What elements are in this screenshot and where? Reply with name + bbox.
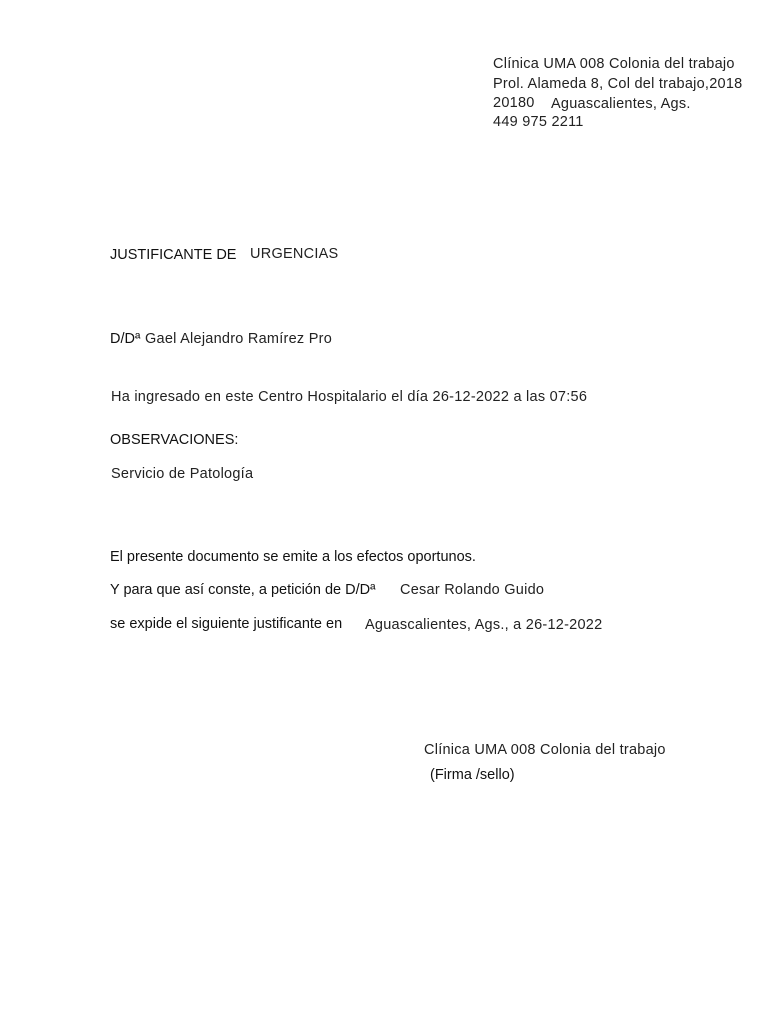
header-phone: 449 975 2211 <box>493 114 584 130</box>
title-label: JUSTIFICANTE DE <box>110 247 237 263</box>
patient-label: D/Dª <box>110 331 141 347</box>
header-clinic-name: Clínica UMA 008 Colonia del trabajo <box>493 56 735 72</box>
signature-clinic: Clínica UMA 008 Colonia del trabajo <box>424 742 666 758</box>
observations-value: Servicio de Patología <box>111 466 254 482</box>
title-value: URGENCIAS <box>250 246 339 262</box>
observations-label: OBSERVACIONES: <box>110 432 239 448</box>
place-date: Aguascalientes, Ags., a 26-12-2022 <box>365 617 603 633</box>
header-address-line: Prol. Alameda 8, Col del trabajo,2018 <box>493 76 743 92</box>
statement-line-1: El presente documento se emite a los efectos oportunos. <box>110 549 476 565</box>
signature-label: (Firma /sello) <box>430 767 515 783</box>
requester-name: Cesar Rolando Guido <box>400 582 545 598</box>
header-city: Aguascalientes, Ags. <box>551 96 691 112</box>
statement-line-2-label: Y para que así conste, a petición de D/Dª <box>110 582 376 598</box>
header-postal-code: 20180 <box>493 95 535 111</box>
admission-text: Ha ingresado en este Centro Hospitalario el día 26-12-2022 a las 07:56 <box>111 389 588 405</box>
document-title <box>110 247 236 264</box>
patient-name: Gael Alejandro Ramírez Pro <box>145 331 333 347</box>
patient-line <box>110 331 140 348</box>
statement-line-3-label: se expide el siguiente justificante en <box>110 616 343 632</box>
